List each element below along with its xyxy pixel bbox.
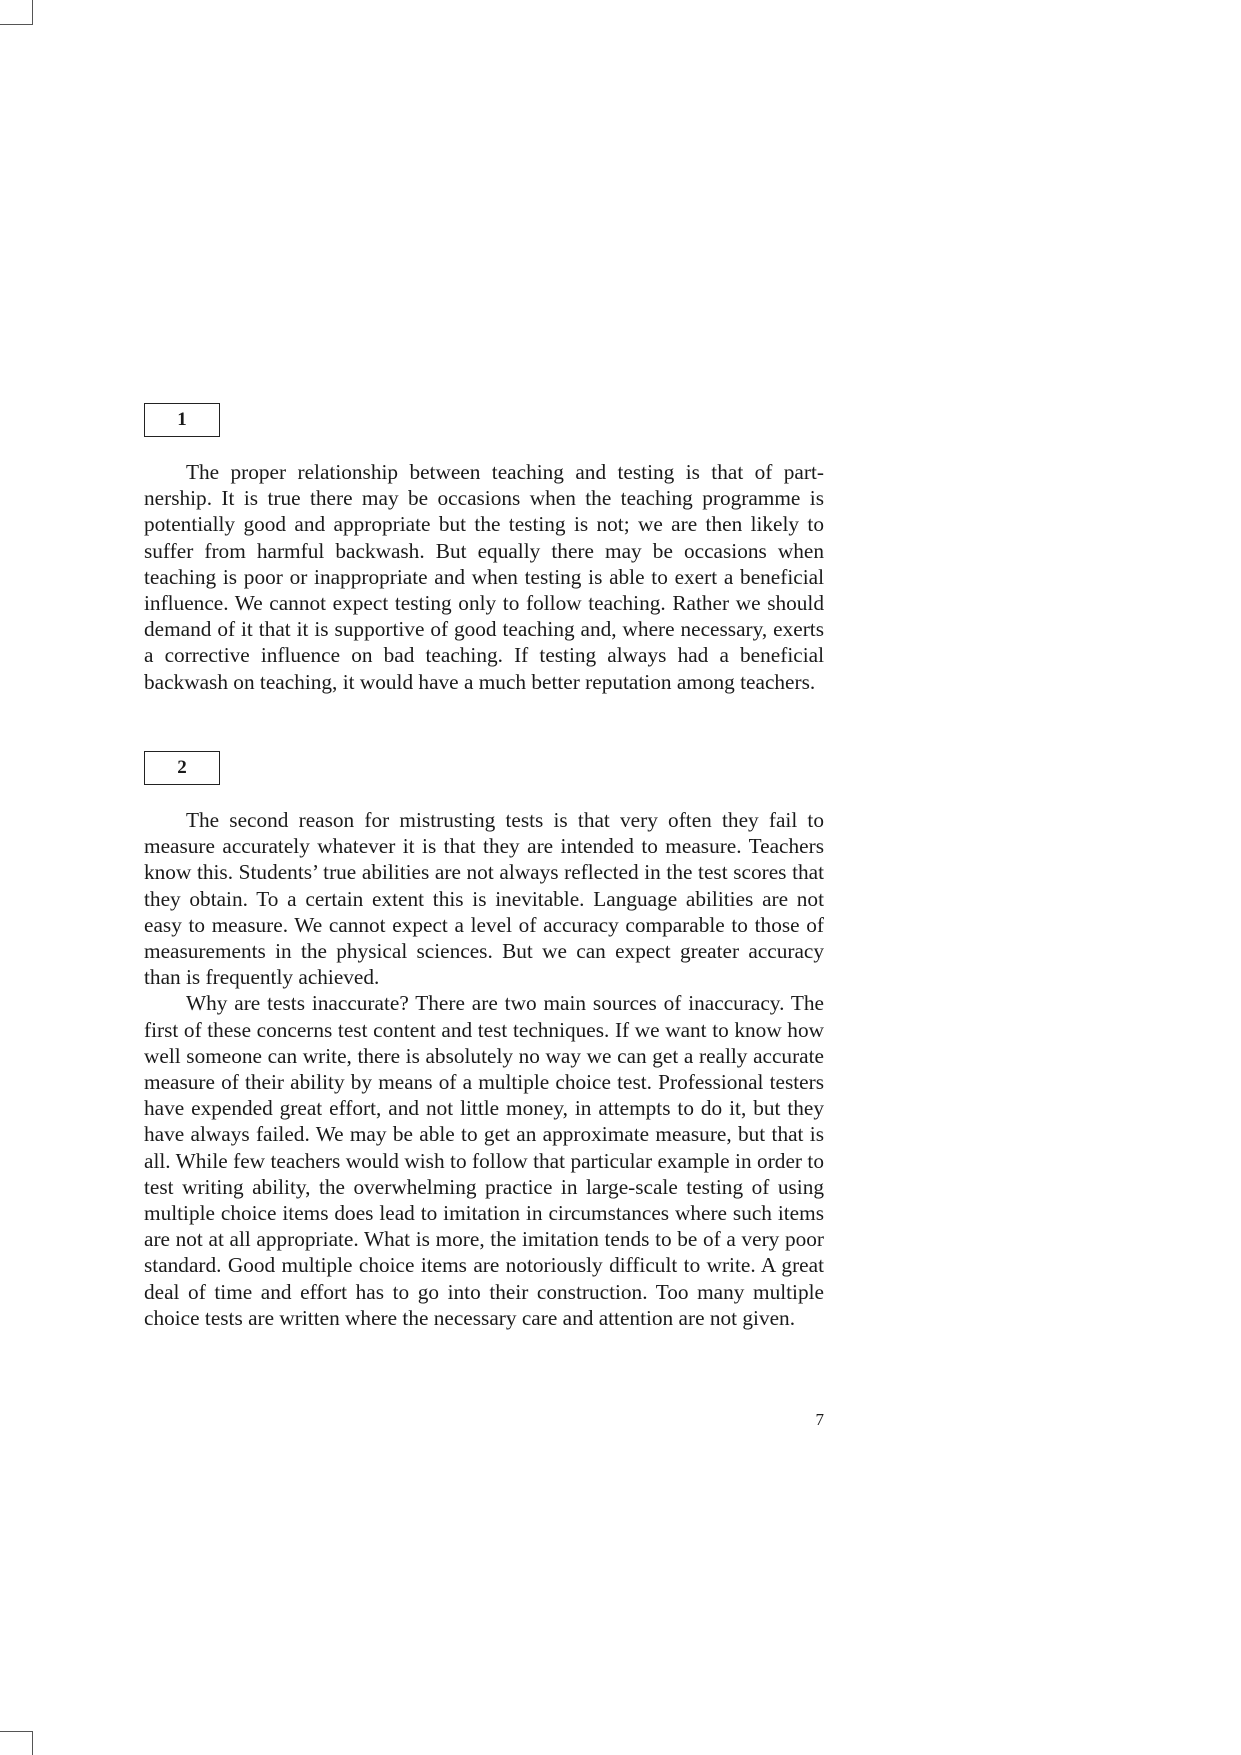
section-paragraph: The second reason for mistrusting tests is that very often they fail to measure accurately whatever it is that they are intended to measure. Teachers know this. Students’ true abilities are not always reflected in the test scores that they obtain. To a certain extent this is inevitable. Language abilities are not easy to measure. We cannot expect a level of accuracy comparable to those of measurements in the physical sciences. But we can expect greater accuracy than is frequently achieved.: [144, 808, 824, 990]
page-number: 7: [815, 1410, 824, 1429]
section-paragraph: Why are tests inaccurate? There are two main sources of inaccuracy. The first of these concerns test content and test techniques. If we want to know how well someone can write, there is absolutely no way we can get a really accurate measure of their ability by means of a multiple choice test. Professional testers have expended great effort, and not little money, in attempts to do it, but they have always failed. We may be able to get an approximate measure, but that is all. While few teachers would wish to follow that particular example in order to test writing ability, the overwhelming practice in large-scale testing of using multiple choice items does lead to imitation in circumstances where such items are not at all appropriate. What is more, the imitation tends to be of a very poor standard. Good multiple choice items are notoriously difficult to write. A great deal of time and effort has to go into their construction. Too many multiple choice tests are written where the necessary care and attention are not given.: [144, 991, 824, 1330]
crop-mark-top-horizontal: [0, 24, 33, 25]
crop-mark-bottom-vertical: [32, 1731, 33, 1755]
section-paragraph: The proper relationship between teaching and testing is that of partnership. It is true there may be occasions when the teaching programme is potentially good and appropriate but the testing is not; we are then likely to suffer from harmful backwash. But equally there may be occasions when teaching is poor or inappropriate and when testing is able to exert a beneficial influence. We cannot expect testing only to follow teaching. Rather we should demand of it that it is supportive of good teaching and, where necessary, exerts a corrective influence on bad teaching. If testing always had a beneficial backwash on teaching, it would have a much better reputation among teachers.: [144, 460, 824, 694]
crop-mark-top-vertical: [32, 0, 33, 24]
section-number-box: 2: [144, 751, 220, 785]
text-section-2: [144, 751, 824, 1331]
crop-mark-bottom-horizontal: [0, 1731, 33, 1732]
section-number-box: 1: [144, 403, 220, 437]
text-section-1: [144, 403, 824, 695]
